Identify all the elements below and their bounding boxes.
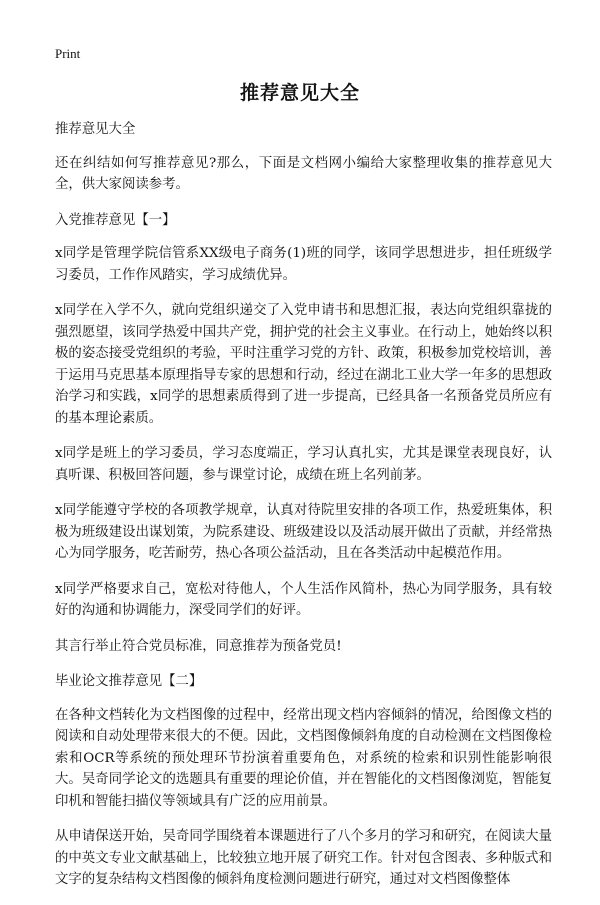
paragraph: x同学在入学不久，就向党组织递交了入党申请书和思想汇报，表达向党组织靠拢的强烈愿望，该同学热爱中国共产党，拥护党的社会主义事业。在行动上，她始终以积极的姿态接受党组织的考验，平时注重学习党的方针、政策，积极参加党校培训，善于运用马克思基本原理指导专家的思想和行动，经过在湖北工业大学一年多的思想政治学习和实践，x同学的思想素质得到了进一步提高，已经具备一名预备党员所应有的基本理论素质。 bbox=[55, 303, 552, 426]
paragraph: x同学是班上的学习委员，学习态度端正，学习认真扎实，尤其是课堂表现良好，认真听课、积极回答问题，参与课堂讨论，成绩在班上名列前茅。 bbox=[55, 446, 552, 483]
section-heading: 毕业论文推荐意见【二】 bbox=[55, 674, 203, 689]
paragraph: x同学能遵守学校的各项教学规章，认真对待院里安排的各项工作，热爱班集体，积极为班级建设出谋划策，为院系建设、班级建设以及活动展开做出了贡献，并经常热心为同学服务，吃苦耐劳，热心各项公益活动，且在各类活动中起模范作用。 bbox=[55, 503, 552, 561]
print-link[interactable]: Print bbox=[55, 46, 81, 61]
paragraph: 其言行举止符合党员标准，同意推荐为预备党员! bbox=[55, 638, 342, 654]
document-body bbox=[55, 119, 552, 905]
paragraph: 在各种文档转化为文档图像的过程中，经常出现文档内容倾斜的情况，给图像文档的阅读和自动处理带来很大的不便。因此，文档图像倾斜角度的自动检测在文档图像检索和OCR等系统的预处理环节扮演着重要角色，对系统的检索和识别性能影响很大。吴奇同学论文的选题具有重要的理论价值，并在智能化的文档图像浏览，智能复印机和智能扫描仪等领域具有广泛的应用前景。 bbox=[55, 707, 552, 809]
intro-paragraph: 还在纠结如何写推荐意见?那么，下面是文档网小编给大家整理收集的推荐意见大全，供大家阅读参考。 bbox=[55, 155, 552, 192]
document-title: 推荐意见大全 bbox=[239, 82, 360, 104]
paragraph: 从申请保送开始，吴奇同学围绕着本课题进行了八个多月的学习和研究，在阅读大量的中英文专业文献基础上，比较独立地开展了研究工作。针对包含图表、多种版式和文字的复杂结构文档图像的倾斜角度检测问题进行研究，通过对文档图像整体 bbox=[55, 829, 552, 887]
section-heading: 入党推荐意见【一】 bbox=[55, 212, 176, 228]
paragraph: x同学是管理学院信管系XX级电子商务(1)班的同学，该同学思想进步，担任班级学习委员，工作作风踏实，学习成绩优异。 bbox=[55, 246, 552, 283]
paragraph: x同学严格要求自己，宽松对待他人，个人生活作风简朴，热心为同学服务，具有较好的沟通和协调能力，深受同学们的好评。 bbox=[55, 581, 552, 618]
document-subtitle: 推荐意见大全 bbox=[55, 122, 136, 137]
